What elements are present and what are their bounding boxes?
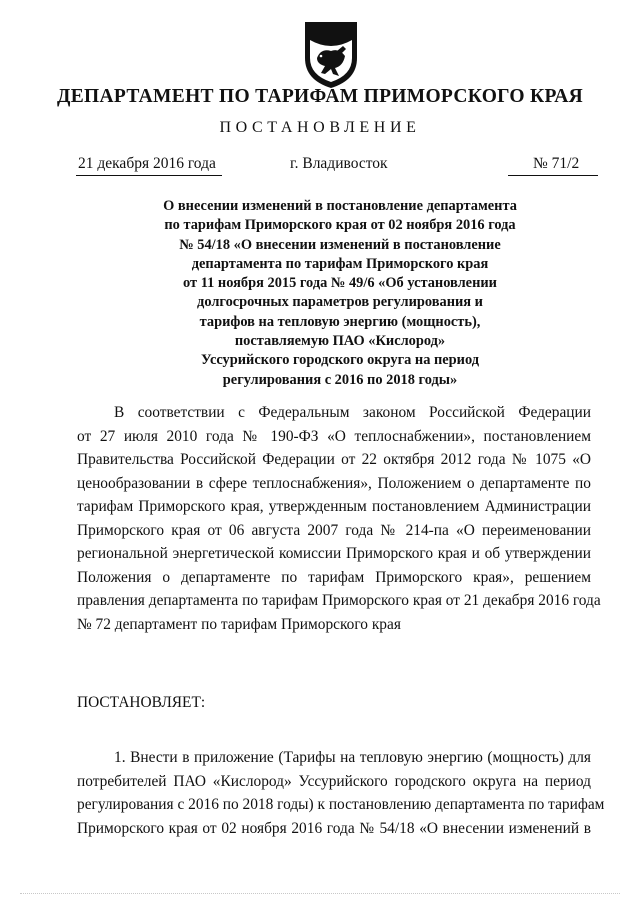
- paragraph-line: региональной энергетической комиссии Приморского края и об утверждении: [77, 545, 591, 562]
- subject-line: регулирования с 2016 по 2018 годы»: [222, 371, 458, 388]
- document-number: № 71/2: [533, 155, 580, 172]
- paragraph-line: регулирования с 2016 по 2018 годы) к постановлению департамента по тарифам: [77, 796, 605, 813]
- paragraph-line: ценообразовании в сфере теплоснабжения», Положением о департаменте по: [77, 474, 591, 492]
- paragraph-line: Приморского края от 02 ноября 2016 года № 54/18 «О внесении изменений в: [77, 819, 591, 837]
- paragraph-line: Правительства Российской Федерации от 22 октября 2012 года № 1075 «О: [77, 451, 591, 468]
- subject-line: долгосрочных параметров регулирования и: [197, 294, 483, 311]
- paragraph-line: Приморского края от 06 августа 2007 года № 214-па «О переименовании: [77, 521, 591, 539]
- subject-line: поставляемую ПАО «Кислород»: [234, 333, 446, 350]
- department-title: ДЕПАРТАМЕНТ ПО ТАРИФАМ ПРИМОРСКОГО КРАЯ: [57, 86, 583, 107]
- paragraph-line: Положения о департаменте по тарифам Приморского края», решением: [77, 568, 591, 586]
- paragraph-line: от 27 июля 2010 года № 190-ФЗ «О теплоснабжении», постановлением: [77, 427, 591, 445]
- paragraph-line: тарифам Приморского края, утвержденным постановлением Администрации: [77, 498, 591, 515]
- subject-line: Уссурийского городского округа на период: [200, 352, 480, 369]
- subject-line: № 54/18 «О внесении изменений в постановление: [179, 236, 501, 253]
- scan-edge-artifact: [20, 893, 620, 894]
- paragraph-line: 1. Внести в приложение (Тарифы на тепловую энергию (мощность) для: [114, 749, 591, 766]
- document-subject: [140, 197, 540, 390]
- document-city: г. Владивосток: [290, 155, 388, 172]
- document-date: 21 декабря 2016 года: [78, 155, 216, 172]
- date-underline: [76, 175, 222, 176]
- document-type: ПОСТАНОВЛЕНИЕ: [219, 119, 421, 136]
- paragraph-line: потребителей ПАО «Кислород» Уссурийского городского округа на период: [77, 772, 591, 790]
- subject-line: тарифов на тепловую энергию (мощность),: [199, 313, 481, 330]
- subject-line: департамента по тарифам Приморского края: [191, 255, 489, 272]
- paragraph-line: № 72 департамент по тарифам Приморского края: [77, 615, 401, 633]
- number-underline: [508, 175, 598, 176]
- subject-line: от 11 ноября 2015 года № 49/6 «Об установлении: [183, 275, 497, 292]
- resolves-heading: ПОСТАНОВЛЯЕТ:: [77, 694, 206, 711]
- item-1-paragraph: [77, 746, 605, 840]
- paragraph-line: В соответствии с Федеральным законом Российской Федерации: [114, 404, 591, 421]
- subject-line: О внесении изменений в постановление департамента: [163, 198, 517, 214]
- preamble-paragraph: [77, 401, 601, 636]
- coat-of-arms-emblem: [299, 18, 363, 90]
- subject-line: по тарифам Приморского края от 02 ноября 2016 года: [164, 217, 516, 234]
- paragraph-line: правления департамента по тарифам Приморского края от 21 декабря 2016 года: [77, 592, 601, 609]
